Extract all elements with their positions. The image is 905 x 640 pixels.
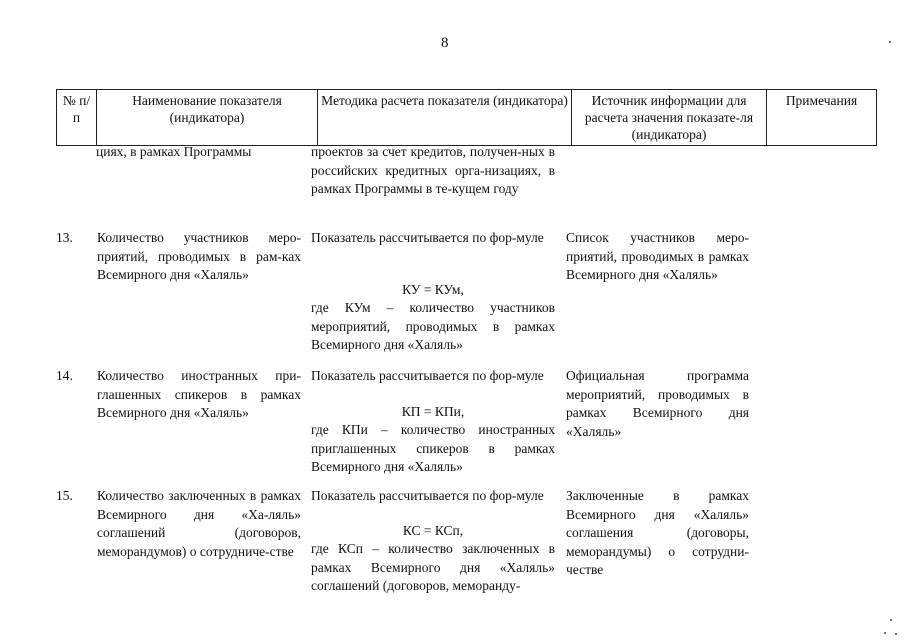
row-15-source: Заключенные в рамках Всемирного дня «Халяль» соглашения (договоры, меморандумы) о сотрудни-честве [566, 488, 749, 578]
row-15-method-intro: Показатель рассчитывается по фор-муле [311, 488, 544, 503]
table-header [56, 89, 877, 146]
row-15-name: Количество заключенных в рамках Всемирного дня «Ха-ляль» соглашений (договоров, меморандумов) о сотрудниче-стве [97, 488, 301, 559]
scan-speck [890, 619, 892, 621]
header-method: Методика расчета показателя (индикатора) [318, 90, 572, 146]
row-13-method-intro: Показатель рассчитывается по фор-муле [311, 230, 544, 245]
row-13-number: 13. [56, 230, 73, 245]
row-15-number: 15. [56, 488, 73, 503]
row-14-number: 14. [56, 368, 73, 383]
row-14-method-where: где КПи – количество иностранных приглашенных спикеров в рамках Всемирного дня «Халяль» [311, 422, 555, 475]
row-13-method-where: где КУм – количество участников мероприятий, проводимых в рамках Всемирного дня «Халяль» [311, 300, 555, 353]
row-13-name: Количество участников меро-приятий, проводимых в рам-ках Всемирного дня «Халяль» [97, 230, 301, 283]
row-15-method-where: где КСп – количество заключенных в рамках Всемирного дня «Халяль» соглашений (договоров, меморанду- [311, 541, 555, 594]
header-source: Источник информации для расчета значения показате-ля (индикатора) [572, 90, 767, 146]
continuation-name: циях, в рамках Программы [96, 144, 252, 159]
header-num: № п/п [57, 90, 97, 146]
header-notes: Примечания [767, 90, 877, 146]
row-14-source: Официальная программа мероприятий, проводимых в рамках Всемирного дня «Халяль» [566, 368, 749, 439]
row-15-formula: КС = КСп, [402, 523, 464, 538]
continuation-method: проектов за счет кредитов, получен-ных в российских кредитных орга-низациях, в рамках Программы в те-кущем году [311, 144, 555, 197]
row-13-source: Список участников меро-приятий, проводимых в рамках Всемирного дня «Халяль» [566, 230, 749, 283]
page-number: 8 [441, 35, 449, 51]
row-14-method-intro: Показатель рассчитывается по фор-муле [311, 368, 544, 383]
scan-speck [884, 632, 886, 634]
row-14-name: Количество иностранных при-глашенных спикеров в рамках Всемирного дня «Халяль» [97, 368, 301, 421]
scan-speck [889, 41, 891, 43]
scan-speck [895, 633, 897, 635]
row-14-formula: КП = КПи, [401, 404, 465, 419]
header-name: Наименование показателя (индикатора) [97, 90, 318, 146]
row-13-formula: КУ = КУм, [402, 282, 464, 297]
